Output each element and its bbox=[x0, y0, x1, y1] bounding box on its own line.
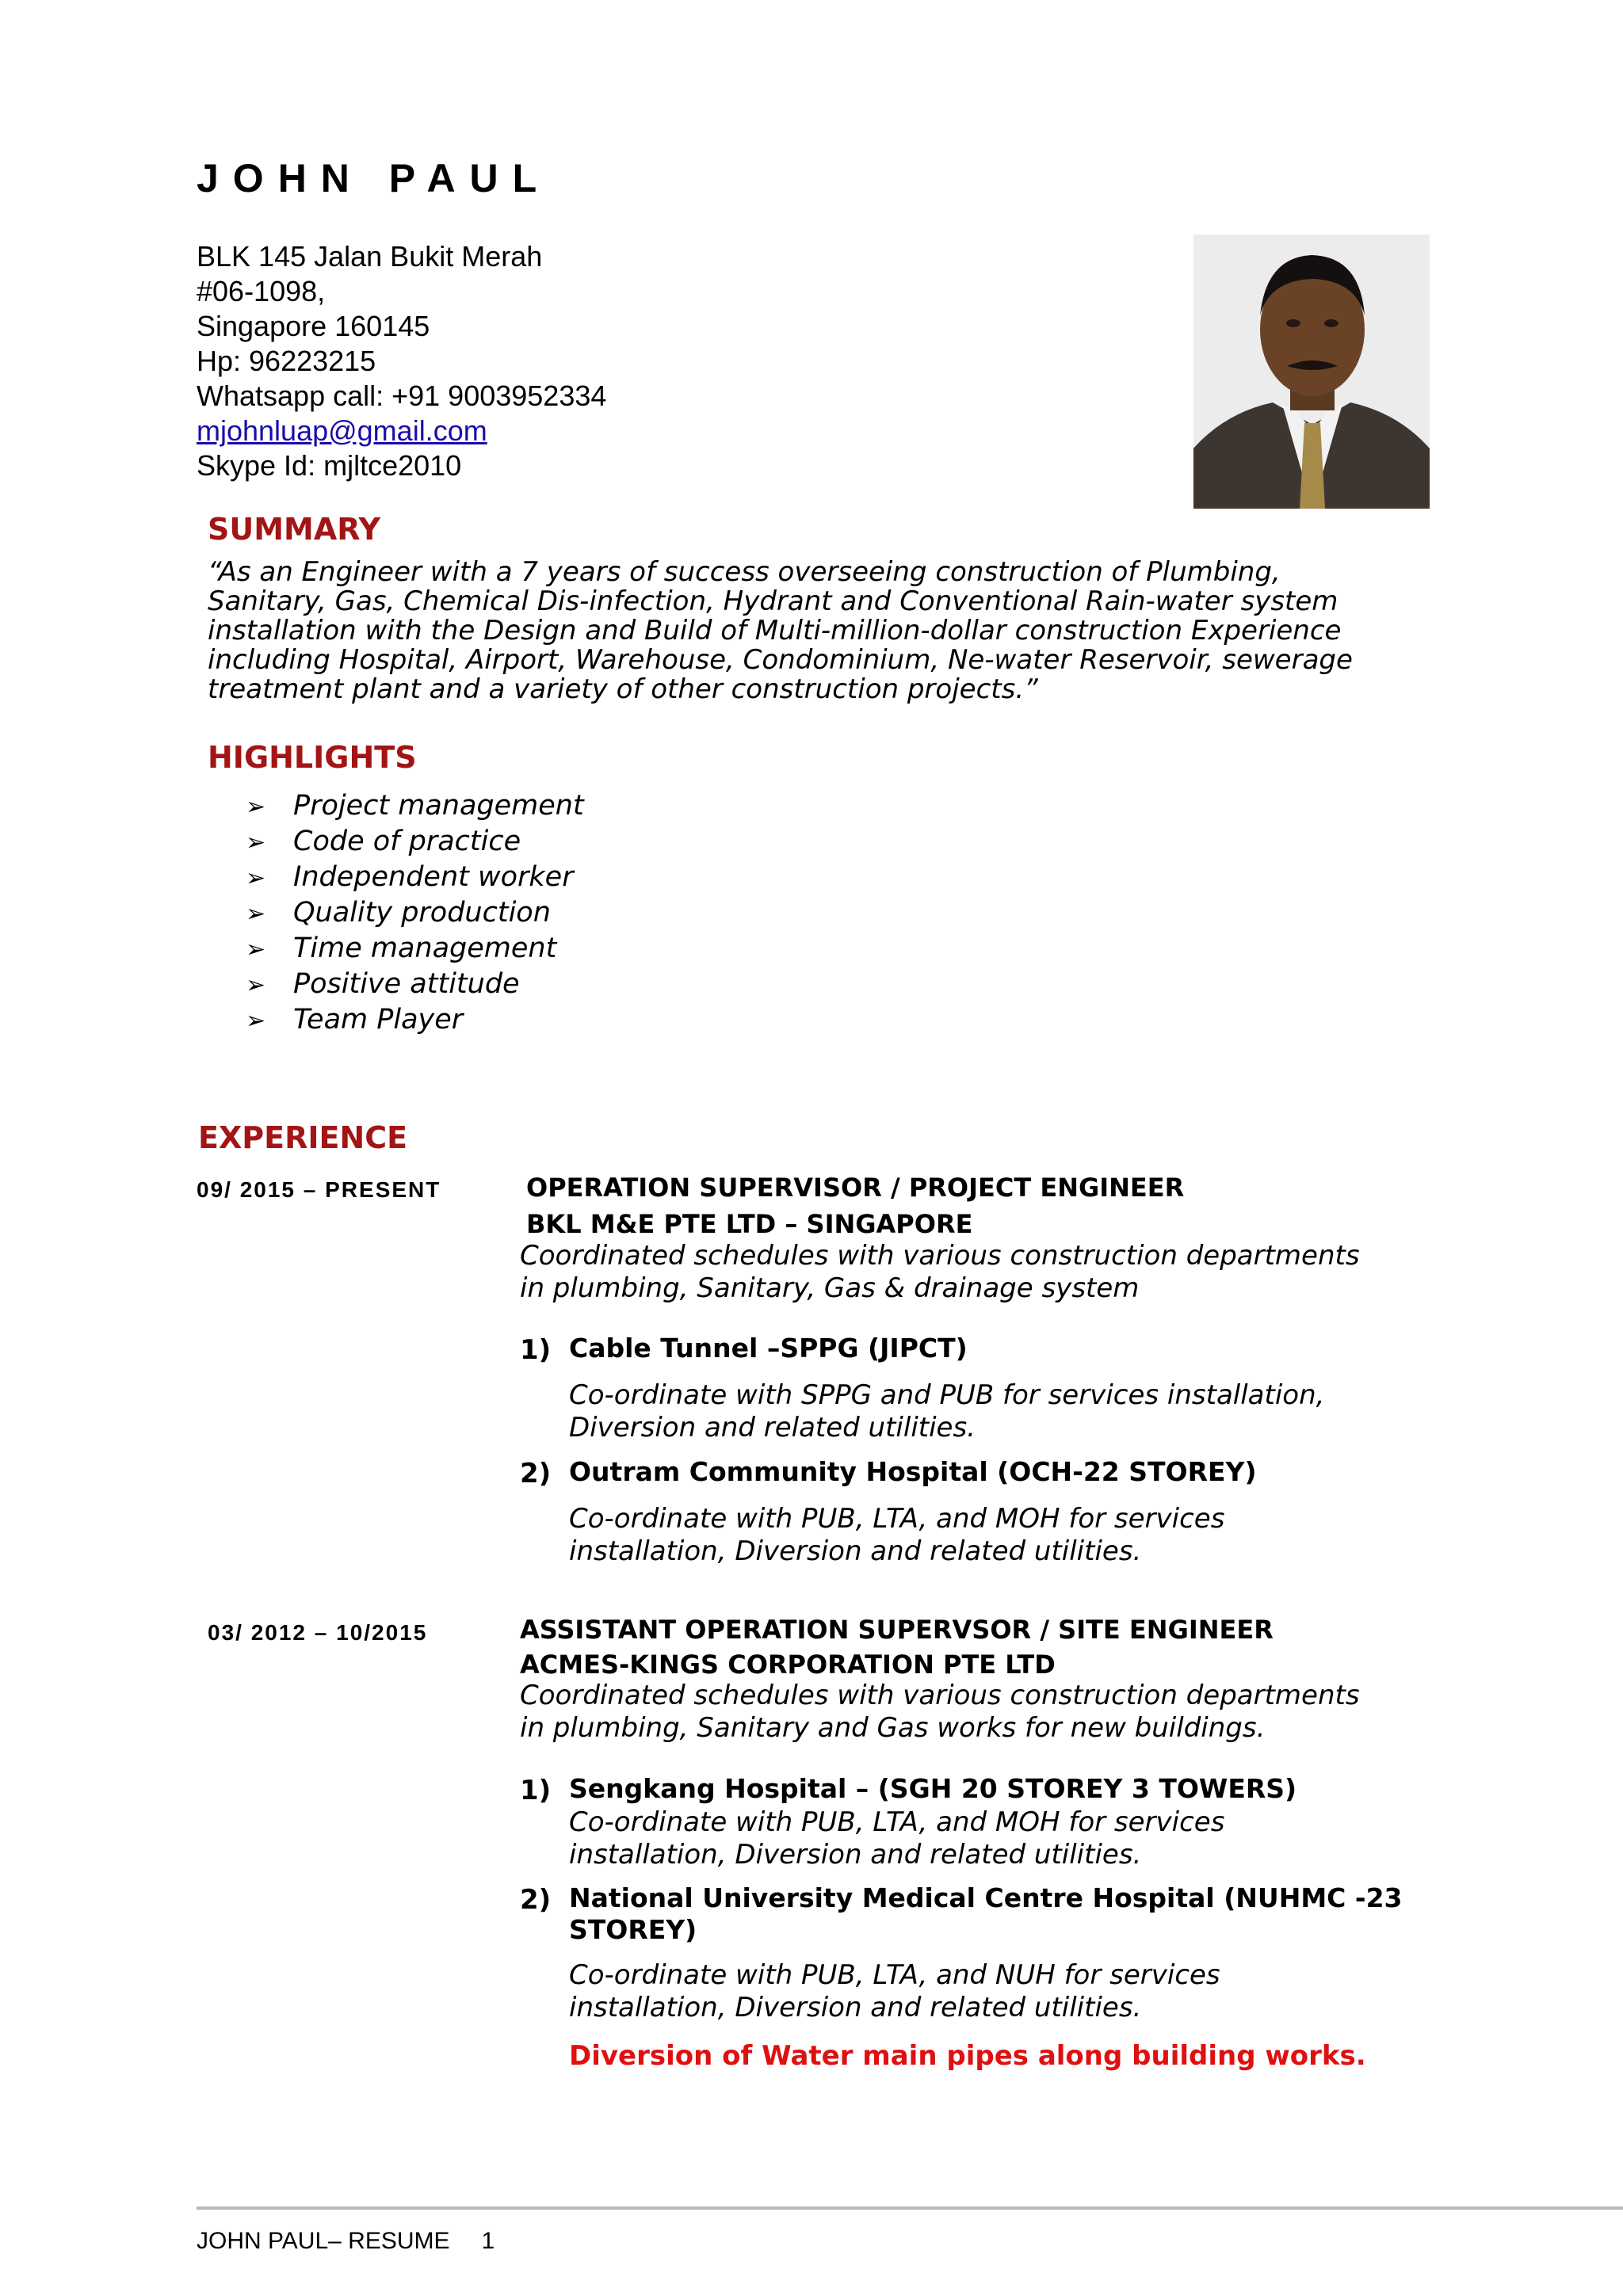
arrow-bullet-icon: ➢ bbox=[246, 971, 266, 999]
highlight-note: Diversion of Water main pipes along building works. bbox=[569, 2040, 1366, 2072]
profile-photo bbox=[1193, 235, 1430, 509]
skype-id: Skype Id: mjltce2010 bbox=[197, 449, 462, 482]
list-item: ➢ Project management bbox=[246, 788, 584, 824]
arrow-bullet-icon: ➢ bbox=[246, 793, 266, 821]
arrow-bullet-icon: ➢ bbox=[246, 829, 266, 856]
list-item: ➢ Quality production bbox=[246, 895, 584, 931]
list-item: ➢ Team Player bbox=[246, 1002, 584, 1038]
project-title: Outram Community Hospital (OCH-22 STOREY) bbox=[569, 1456, 1257, 1487]
job-date: 09/ 2015 – PRESENT bbox=[197, 1177, 441, 1202]
project-number: 1) bbox=[520, 1334, 552, 1366]
applicant-name: JOHN PAUL bbox=[197, 156, 552, 200]
summary-line: Sanitary, Gas, Chemical Dis-infection, Hydrant and Conventional Rain-water system bbox=[208, 585, 1338, 617]
project-title: National University Medical Centre Hospital (NUHMC -23 STOREY) bbox=[569, 1882, 1403, 1945]
arrow-bullet-icon: ➢ bbox=[246, 1007, 266, 1035]
summary-line: “As an Engineer with a 7 years of success overseeing construction of Plumbing, bbox=[208, 556, 1281, 588]
job-title: OPERATION SUPERVISOR / PROJECT ENGINEER bbox=[526, 1173, 1185, 1203]
project-title: Sengkang Hospital – (SGH 20 STOREY 3 TOWERS) bbox=[569, 1773, 1297, 1804]
experience-heading: EXPERIENCE bbox=[198, 1120, 408, 1155]
job-date: 03/ 2012 – 10/2015 bbox=[208, 1620, 428, 1645]
summary-text bbox=[208, 558, 1428, 704]
highlights-list bbox=[246, 788, 584, 1038]
list-item: ➢ Independent worker bbox=[246, 860, 584, 895]
arrow-bullet-icon: ➢ bbox=[246, 936, 266, 963]
phone-number: Hp: 96223215 bbox=[197, 345, 376, 377]
list-item: ➢ Time management bbox=[246, 931, 584, 967]
project-number: 1) bbox=[520, 1775, 552, 1806]
whatsapp-number: Whatsapp call: +91 9003952334 bbox=[197, 379, 607, 412]
email-link[interactable]: mjohnluap@gmail.com bbox=[197, 414, 487, 447]
job-description: Coordinated schedules with various construction departments in plumbing, Sanitary, Gas & drainage system bbox=[520, 1240, 1360, 1304]
company-name: ACMES-KINGS CORPORATION PTE LTD bbox=[520, 1650, 1056, 1680]
highlights-heading: HIGHLIGHTS bbox=[208, 740, 417, 775]
project-description: Co-ordinate with SPPG and PUB for services installation, Diversion and related utilities. bbox=[569, 1379, 1325, 1444]
project-description: Co-ordinate with PUB, LTA, and MOH for services installation, Diversion and related utilities. bbox=[569, 1503, 1225, 1567]
arrow-bullet-icon: ➢ bbox=[246, 900, 266, 928]
address-line: #06-1098, bbox=[197, 275, 326, 307]
job-title: ASSISTANT OPERATION SUPERVSOR / SITE ENGINEER bbox=[520, 1615, 1274, 1645]
summary-line: installation with the Design and Build of Multi-million-dollar construction Experience bbox=[208, 615, 1342, 646]
job-description: Coordinated schedules with various construction departments in plumbing, Sanitary and Gas works for new buildings. bbox=[520, 1680, 1360, 1744]
address-line: Singapore 160145 bbox=[197, 310, 430, 342]
project-description: Co-ordinate with PUB, LTA, and MOH for services installation, Diversion and related utilities. bbox=[569, 1806, 1225, 1871]
list-item: ➢ Positive attitude bbox=[246, 967, 584, 1002]
page-footer bbox=[197, 2228, 495, 2255]
address-line: BLK 145 Jalan Bukit Merah bbox=[197, 240, 543, 273]
footer-divider bbox=[197, 2206, 1623, 2210]
list-item: ➢ Code of practice bbox=[246, 824, 584, 860]
project-number: 2) bbox=[520, 1884, 552, 1916]
project-description: Co-ordinate with PUB, LTA, and NUH for services installation, Diversion and related utilities. bbox=[569, 1959, 1220, 2023]
arrow-bullet-icon: ➢ bbox=[246, 864, 266, 892]
contact-block bbox=[197, 239, 606, 483]
summary-line: treatment plant and a variety of other construction projects.” bbox=[208, 673, 1038, 705]
company-name: BKL M&E PTE LTD – SINGAPORE bbox=[526, 1209, 973, 1239]
summary-line: including Hospital, Airport, Warehouse, Condominium, Ne-water Reservoir, sewerage bbox=[208, 644, 1353, 676]
project-number: 2) bbox=[520, 1458, 552, 1489]
footer-text: JOHN PAUL– RESUME bbox=[197, 2228, 450, 2254]
page-number: 1 bbox=[481, 2228, 495, 2254]
project-title: Cable Tunnel –SPPG (JIPCT) bbox=[569, 1333, 968, 1363]
summary-heading: SUMMARY bbox=[208, 512, 380, 547]
